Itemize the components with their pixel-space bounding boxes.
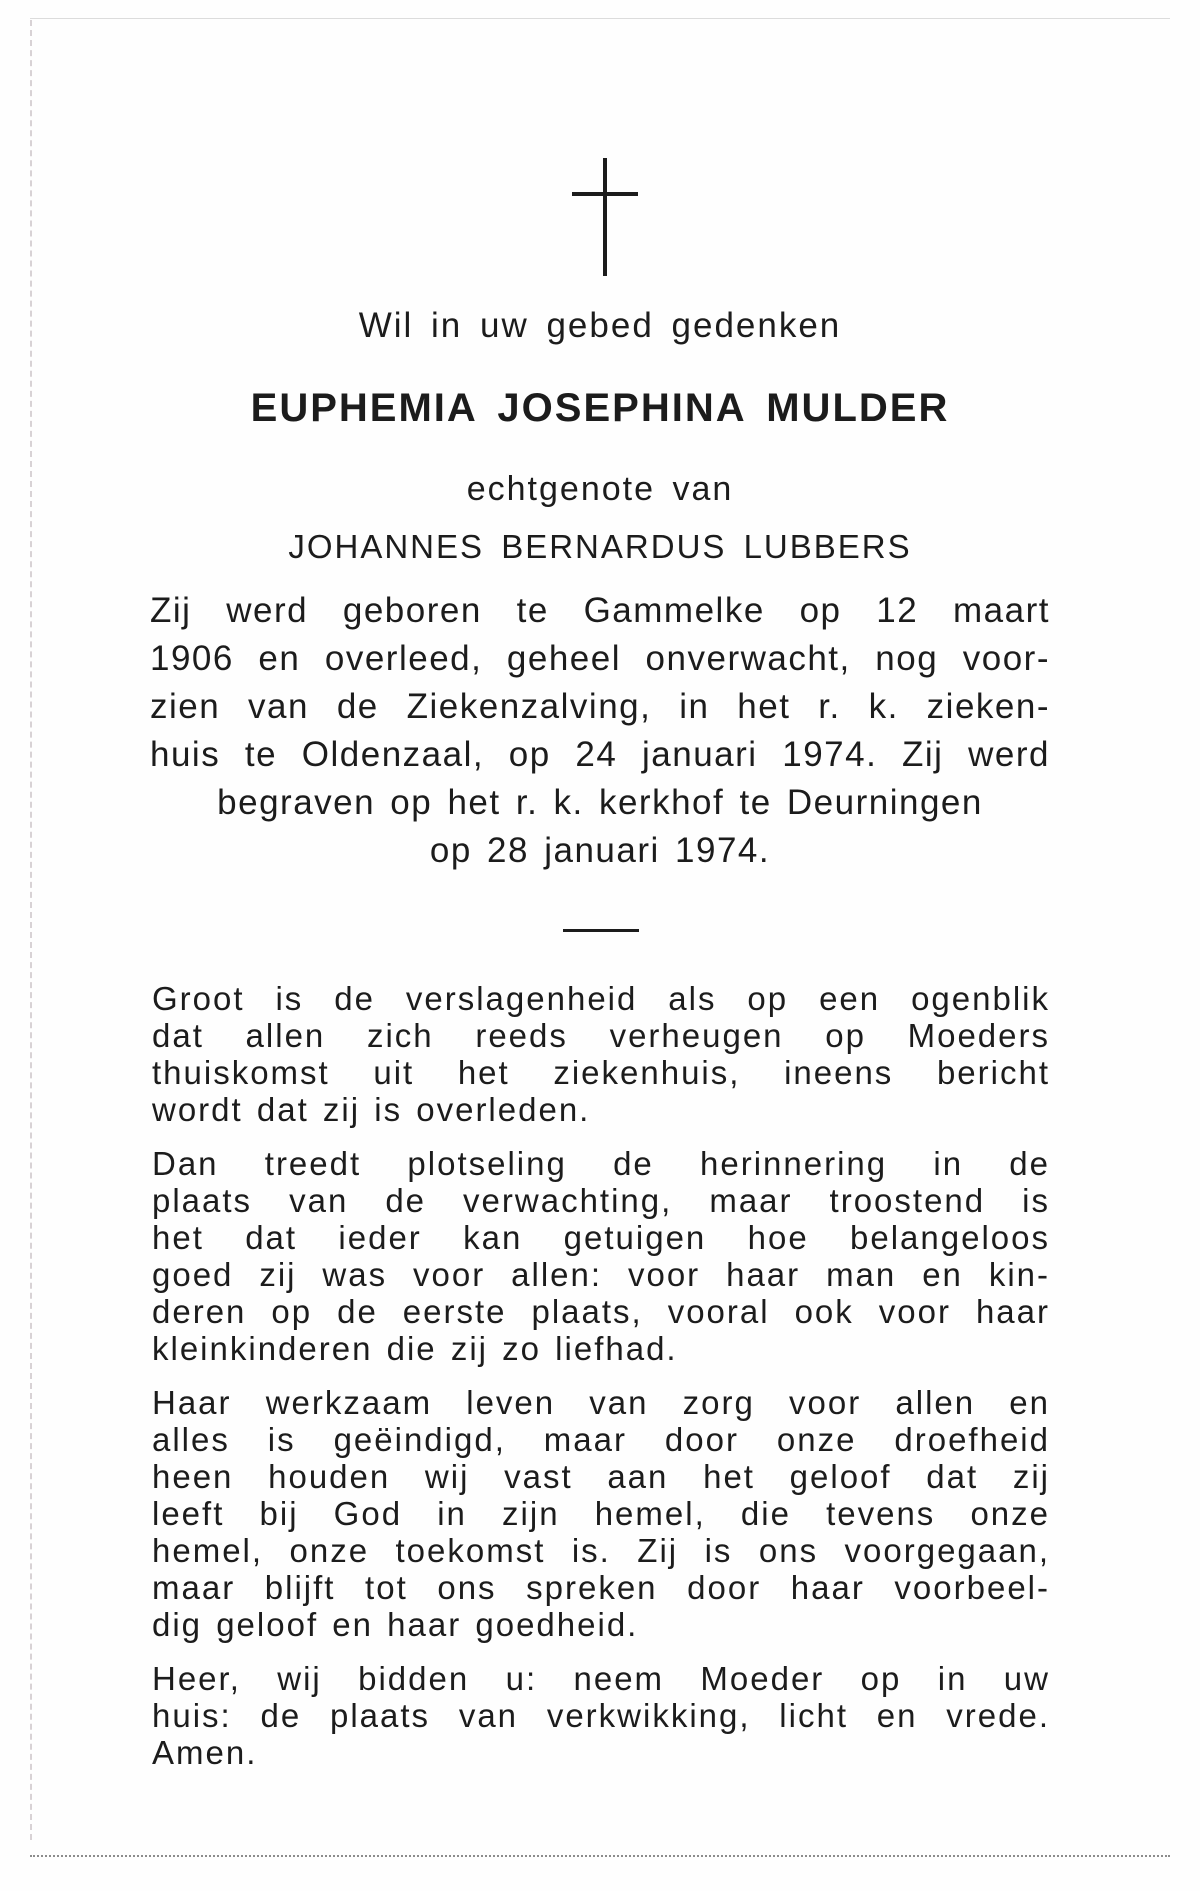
bio-line: huis te Oldenzaal, op 24 januari 1974. Zij werd (150, 735, 1050, 774)
bio-line: Zij werd geboren te Gammelke op 12 maart (150, 591, 1050, 630)
bio-line: zien van de Ziekenzalving, in het r. k. zieken- (150, 687, 1050, 726)
text-line: kleinkinderen die zij zo liefhad. (152, 1330, 678, 1367)
text-line: wordt dat zij is overleden. (152, 1091, 591, 1128)
bio-line: 1906 en overleed, geheel onverwacht, nog voor- (150, 639, 1050, 678)
deceased-name: EUPHEMIA JOSEPHINA MULDER (250, 386, 950, 430)
card-bottom-edge (30, 1855, 1170, 1857)
card-top-edge (30, 18, 1170, 19)
text-line: Amen. (152, 1734, 258, 1771)
text-line: huis: de plaats van verkwikking, licht en vrede. (152, 1697, 1050, 1734)
prayer-intro: Wil in uw gebed gedenken (358, 306, 842, 345)
paragraph-consternation (152, 980, 1050, 1128)
spouse-name: JOHANNES BERNARDUS LUBBERS (288, 528, 912, 565)
memorial-text (152, 980, 1050, 1788)
text-line: maar blijft tot ons spreken door haar voorbeel- (152, 1569, 1050, 1606)
bio-line: op 28 januari 1974. (429, 831, 771, 870)
text-line: leeft bij God in zijn hemel, die tevens onze (152, 1495, 1050, 1532)
spouse-label: echtgenote van (466, 470, 734, 508)
text-line: heen houden wij vast aan het geloof dat zij (152, 1458, 1050, 1495)
text-line: deren op de eerste plaats, vooral ook voor haar (152, 1293, 1050, 1330)
biography (150, 587, 1050, 875)
bio-line: begraven op het r. k. kerkhof te Deurningen (217, 783, 983, 822)
text-line: thuiskomst uit het ziekenhuis, ineens bericht (152, 1054, 1050, 1091)
cross-icon (572, 158, 638, 276)
text-line: plaats van de verwachting, maar troostend is (152, 1182, 1050, 1219)
text-line: Dan treedt plotseling de herinnering in de (152, 1145, 1050, 1182)
text-line: goed zij was voor allen: voor haar man en kin- (152, 1256, 1050, 1293)
text-line: Haar werkzaam leven van zorg voor allen en (152, 1384, 1050, 1421)
paragraph-prayer (152, 1660, 1050, 1771)
paragraph-faith (152, 1384, 1050, 1643)
text-line: dat allen zich reeds verheugen op Moeders (152, 1017, 1050, 1054)
text-line: alles is geëindigd, maar door onze droefheid (152, 1421, 1050, 1458)
text-line: dig geloof en haar goedheid. (152, 1606, 639, 1643)
cross-vertical-beam (603, 158, 607, 276)
text-line: hemel, onze toekomst is. Zij is ons voorgegaan, (152, 1532, 1050, 1569)
cross-horizontal-beam (572, 192, 638, 196)
paragraph-remembrance (152, 1145, 1050, 1367)
text-line: Groot is de verslagenheid als op een ogenblik (152, 980, 1050, 1017)
section-divider (563, 929, 639, 932)
text-line: het dat ieder kan getuigen hoe belangeloos (152, 1219, 1050, 1256)
text-line: Heer, wij bidden u: neem Moeder op in uw (152, 1660, 1050, 1697)
card-left-edge (30, 20, 32, 1840)
